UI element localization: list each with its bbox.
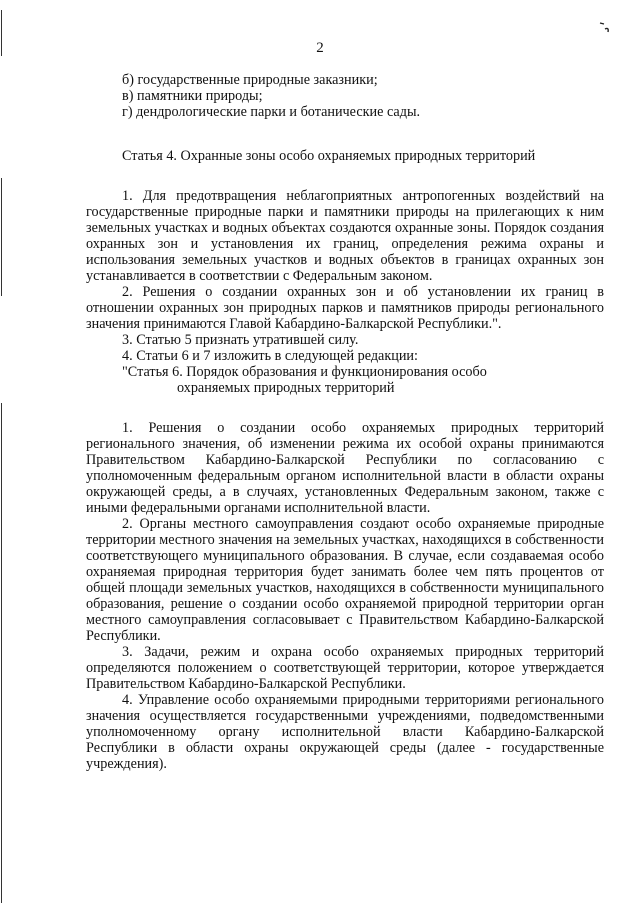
article-6-paragraph-3: 3. Задачи, режим и охрана особо охраняемых природных территорий определяются положением о соответствующей территории, которое утверждается Правительством Кабардино-Балкарской Республики. [86, 644, 604, 692]
list-item: в) памятники природы; [122, 88, 263, 104]
article-4-heading: Статья 4. Охранные зоны особо охраняемых природных территорий [122, 148, 536, 164]
document-body [86, 72, 604, 772]
amendment-item-3: 3. Статью 5 признать утратившей силу. [122, 332, 359, 348]
scan-margin-line [1, 178, 2, 296]
page-number: 2 [316, 40, 324, 56]
handwritten-mark-icon [598, 20, 612, 34]
article-4-paragraph-1: 1. Для предотвращения неблагоприятных антропогенных воздействий на государственные природные парки и памятники природы на прилегающих к ним земельных участках и водных объектах создаются охранные зоны. Порядок создания охранных зон и установления их границ, определения режима охраны и использования земельных участков и водных объектов в границах охранных зон устанавливается в соответствии с Федеральным законом. [86, 188, 604, 284]
amendment-item-4: 4. Статьи 6 и 7 изложить в следующей редакции: [122, 348, 418, 364]
article-6-heading-line-2: охраняемых природных территорий [177, 380, 395, 396]
article-4-paragraph-2: 2. Решения о создании охранных зон и об установлении их границ в отношении охранных зон природных парков и памятников природы регионального значения принимаются Главой Кабардино-Балкарской Республики.". [86, 284, 604, 332]
scan-margin-line [1, 403, 2, 903]
article-6-paragraph-1: 1. Решения о создании особо охраняемых природных территорий регионального значения, об изменении режима их особой охраны принимаются Правительством Кабардино-Балкарской Республики по согласованию с уполномоченным федеральным органом исполнительной власти в области охраны окружающей среды, а в случаях, установленных Федеральным законом, также с иными федеральными органами исполнительной власти. [86, 420, 604, 516]
article-6-paragraph-2: 2. Органы местного самоуправления создают особо охраняемые природные территории местного значения на земельных участках, находящихся в собственности соответствующего муниципального образования. В случае, если создаваемая особо охраняемая природная территория будет занимать более чем пять процентов от общей площади земельных участков, находящихся в собственности муниципального образования, решение о создании особо охраняемой природной территории орган местного самоуправления согласовывает с Правительством Кабардино-Балкарской Республики. [86, 516, 604, 644]
list-item: г) дендрологические парки и ботанические сады. [122, 104, 421, 120]
article-6-paragraph-4: 4. Управление особо охраняемыми природными территориями регионального значения осуществляется государственными учреждениями, подведомственными уполномоченному органу исполнительной власти Кабардино-Балкарской Республики в области охраны окружающей среды (далее - государственные учреждения). [86, 692, 604, 772]
article-6-heading [86, 364, 604, 396]
list-item: б) государственные природные заказники; [122, 72, 378, 88]
article-6-heading-line-1: "Статья 6. Порядок образования и функционирования особо [122, 364, 487, 380]
